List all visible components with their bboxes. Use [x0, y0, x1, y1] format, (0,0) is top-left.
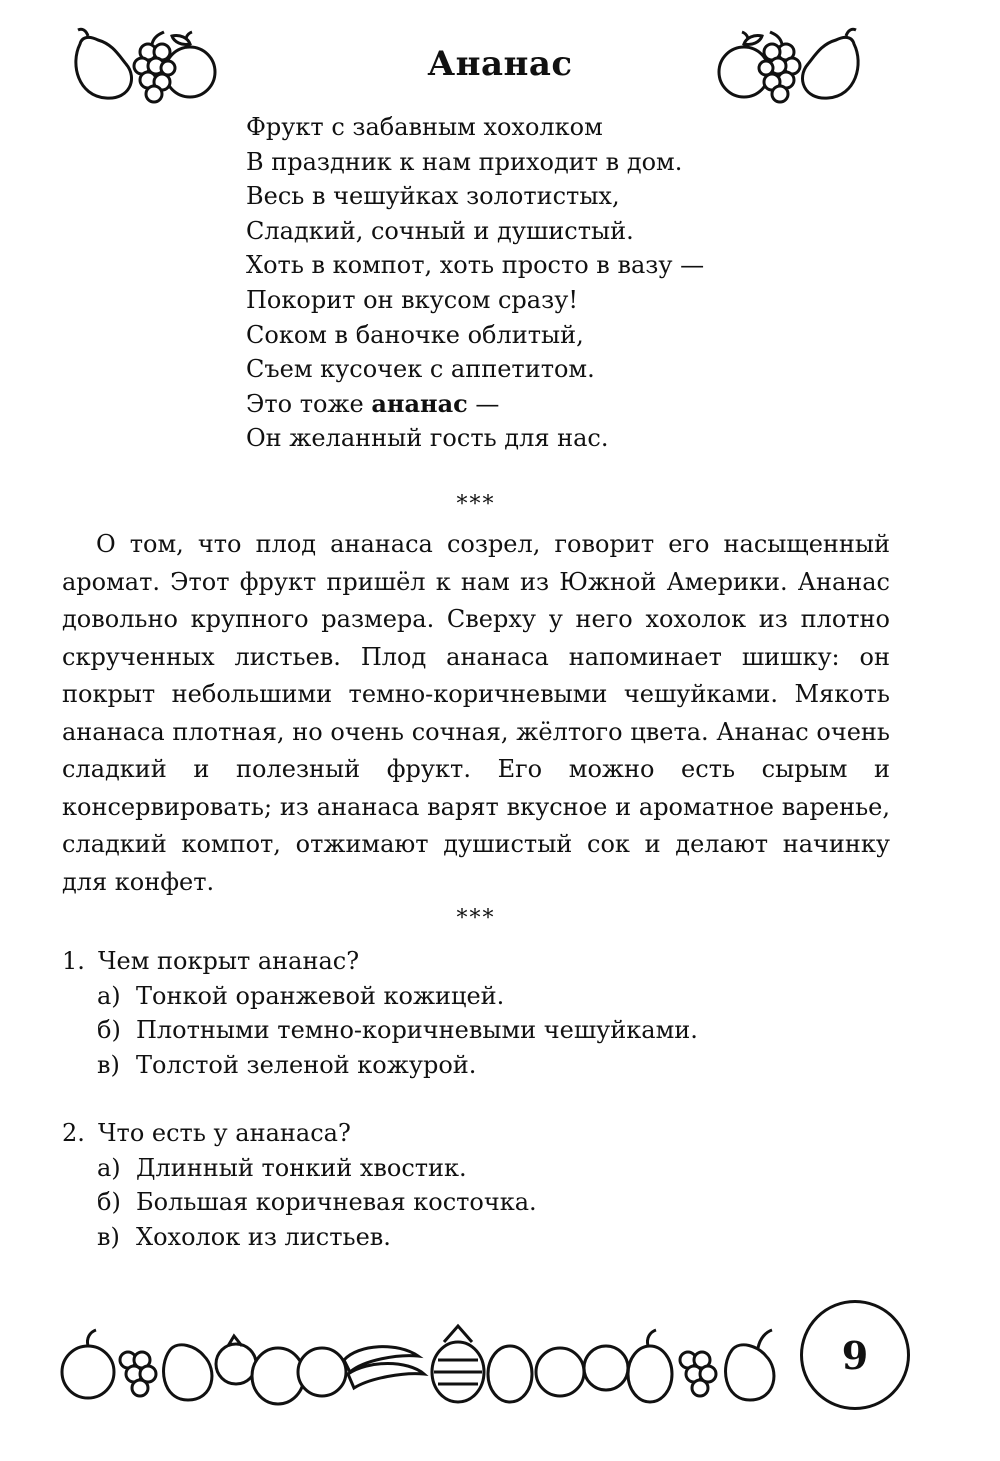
option-letter: а): [97, 1153, 121, 1182]
section-separator: ***: [456, 492, 496, 517]
page-title: Ананас: [427, 44, 573, 84]
option-letter: б): [97, 1016, 121, 1044]
poem-line: Съем кусочек с аппетитом.: [246, 355, 595, 384]
prose-text: О том, что плод ананаса созрел, говорит его насыщенный аромат. Этот фрукт пришёл к нам из Южной Америки. Ананас довольно крупного размера. Сверху у него хохолок из плотно скрученных листьев. Плод ананаса напоминает шишку: он покрыт небольшими темно-коричневыми чешуйками. Мякоть ананаса плотная, но очень сочная, жёлтого цвета. Ананас очень сладкий и полезный фрукт. Его можно есть сырым и консервировать; из ананаса варят вкусное и ароматное варенье, сладкий компот, отжимают душистый сок и делают начинку для конфет.: [62, 530, 890, 896]
question-label: Что есть у ананаса?: [98, 1119, 351, 1147]
fruit-border-icon: [58, 1320, 798, 1410]
poem: [246, 110, 704, 456]
question-2: [62, 1116, 537, 1254]
answer-option: [62, 1185, 537, 1220]
poem-line: Он желанный гость для нас.: [246, 424, 609, 453]
poem-line: Фрукт с забавным хохолком: [246, 113, 603, 141]
option-letter: б): [97, 1188, 121, 1216]
answer-option: [62, 1048, 698, 1083]
option-text: Плотными темно-коричневыми чешуйками.: [136, 1016, 698, 1044]
poem-line: Соком в баночке облитый,: [246, 320, 584, 349]
poem-line-dash: —: [467, 389, 500, 418]
poem-line: Сладкий, сочный и душистый.: [246, 216, 634, 245]
option-letter: в): [97, 1050, 120, 1079]
poem-line: Весь в чешуйках золотистых,: [246, 182, 620, 211]
poem-line: [246, 387, 704, 422]
question-number: 2.: [62, 1119, 85, 1147]
section-separator: ***: [456, 906, 496, 931]
answer-option: [62, 979, 698, 1014]
option-letter: а): [97, 981, 121, 1010]
question-number: 1.: [62, 947, 85, 975]
poem-keyword: ананас: [371, 388, 468, 418]
prose-paragraph: [62, 526, 890, 901]
option-text: Длинный тонкий хвостик.: [136, 1153, 467, 1182]
page-number: 9: [800, 1300, 910, 1410]
option-text: Тонкой оранжевой кожицей.: [136, 981, 505, 1010]
poem-line-text: Это тоже: [246, 389, 372, 418]
option-text: Хохолок из листьев.: [136, 1222, 391, 1251]
poem-line: Покорит он вкусом сразу!: [246, 285, 578, 314]
answer-option: [62, 1220, 537, 1255]
answer-option: [62, 1013, 698, 1048]
poem-line: Хоть в компот, хоть просто в вазу —: [246, 251, 705, 280]
answer-option: [62, 1151, 537, 1186]
option-text: Большая коричневая косточка.: [136, 1188, 537, 1216]
poem-line: В праздник к нам приходит в дом.: [246, 147, 683, 176]
question-1: [62, 944, 698, 1082]
option-text: Толстой зеленой кожурой.: [136, 1050, 477, 1079]
option-letter: в): [97, 1222, 120, 1251]
question-text: [62, 944, 698, 979]
question-label: Чем покрыт ананас?: [98, 947, 360, 975]
question-text: [62, 1116, 537, 1151]
